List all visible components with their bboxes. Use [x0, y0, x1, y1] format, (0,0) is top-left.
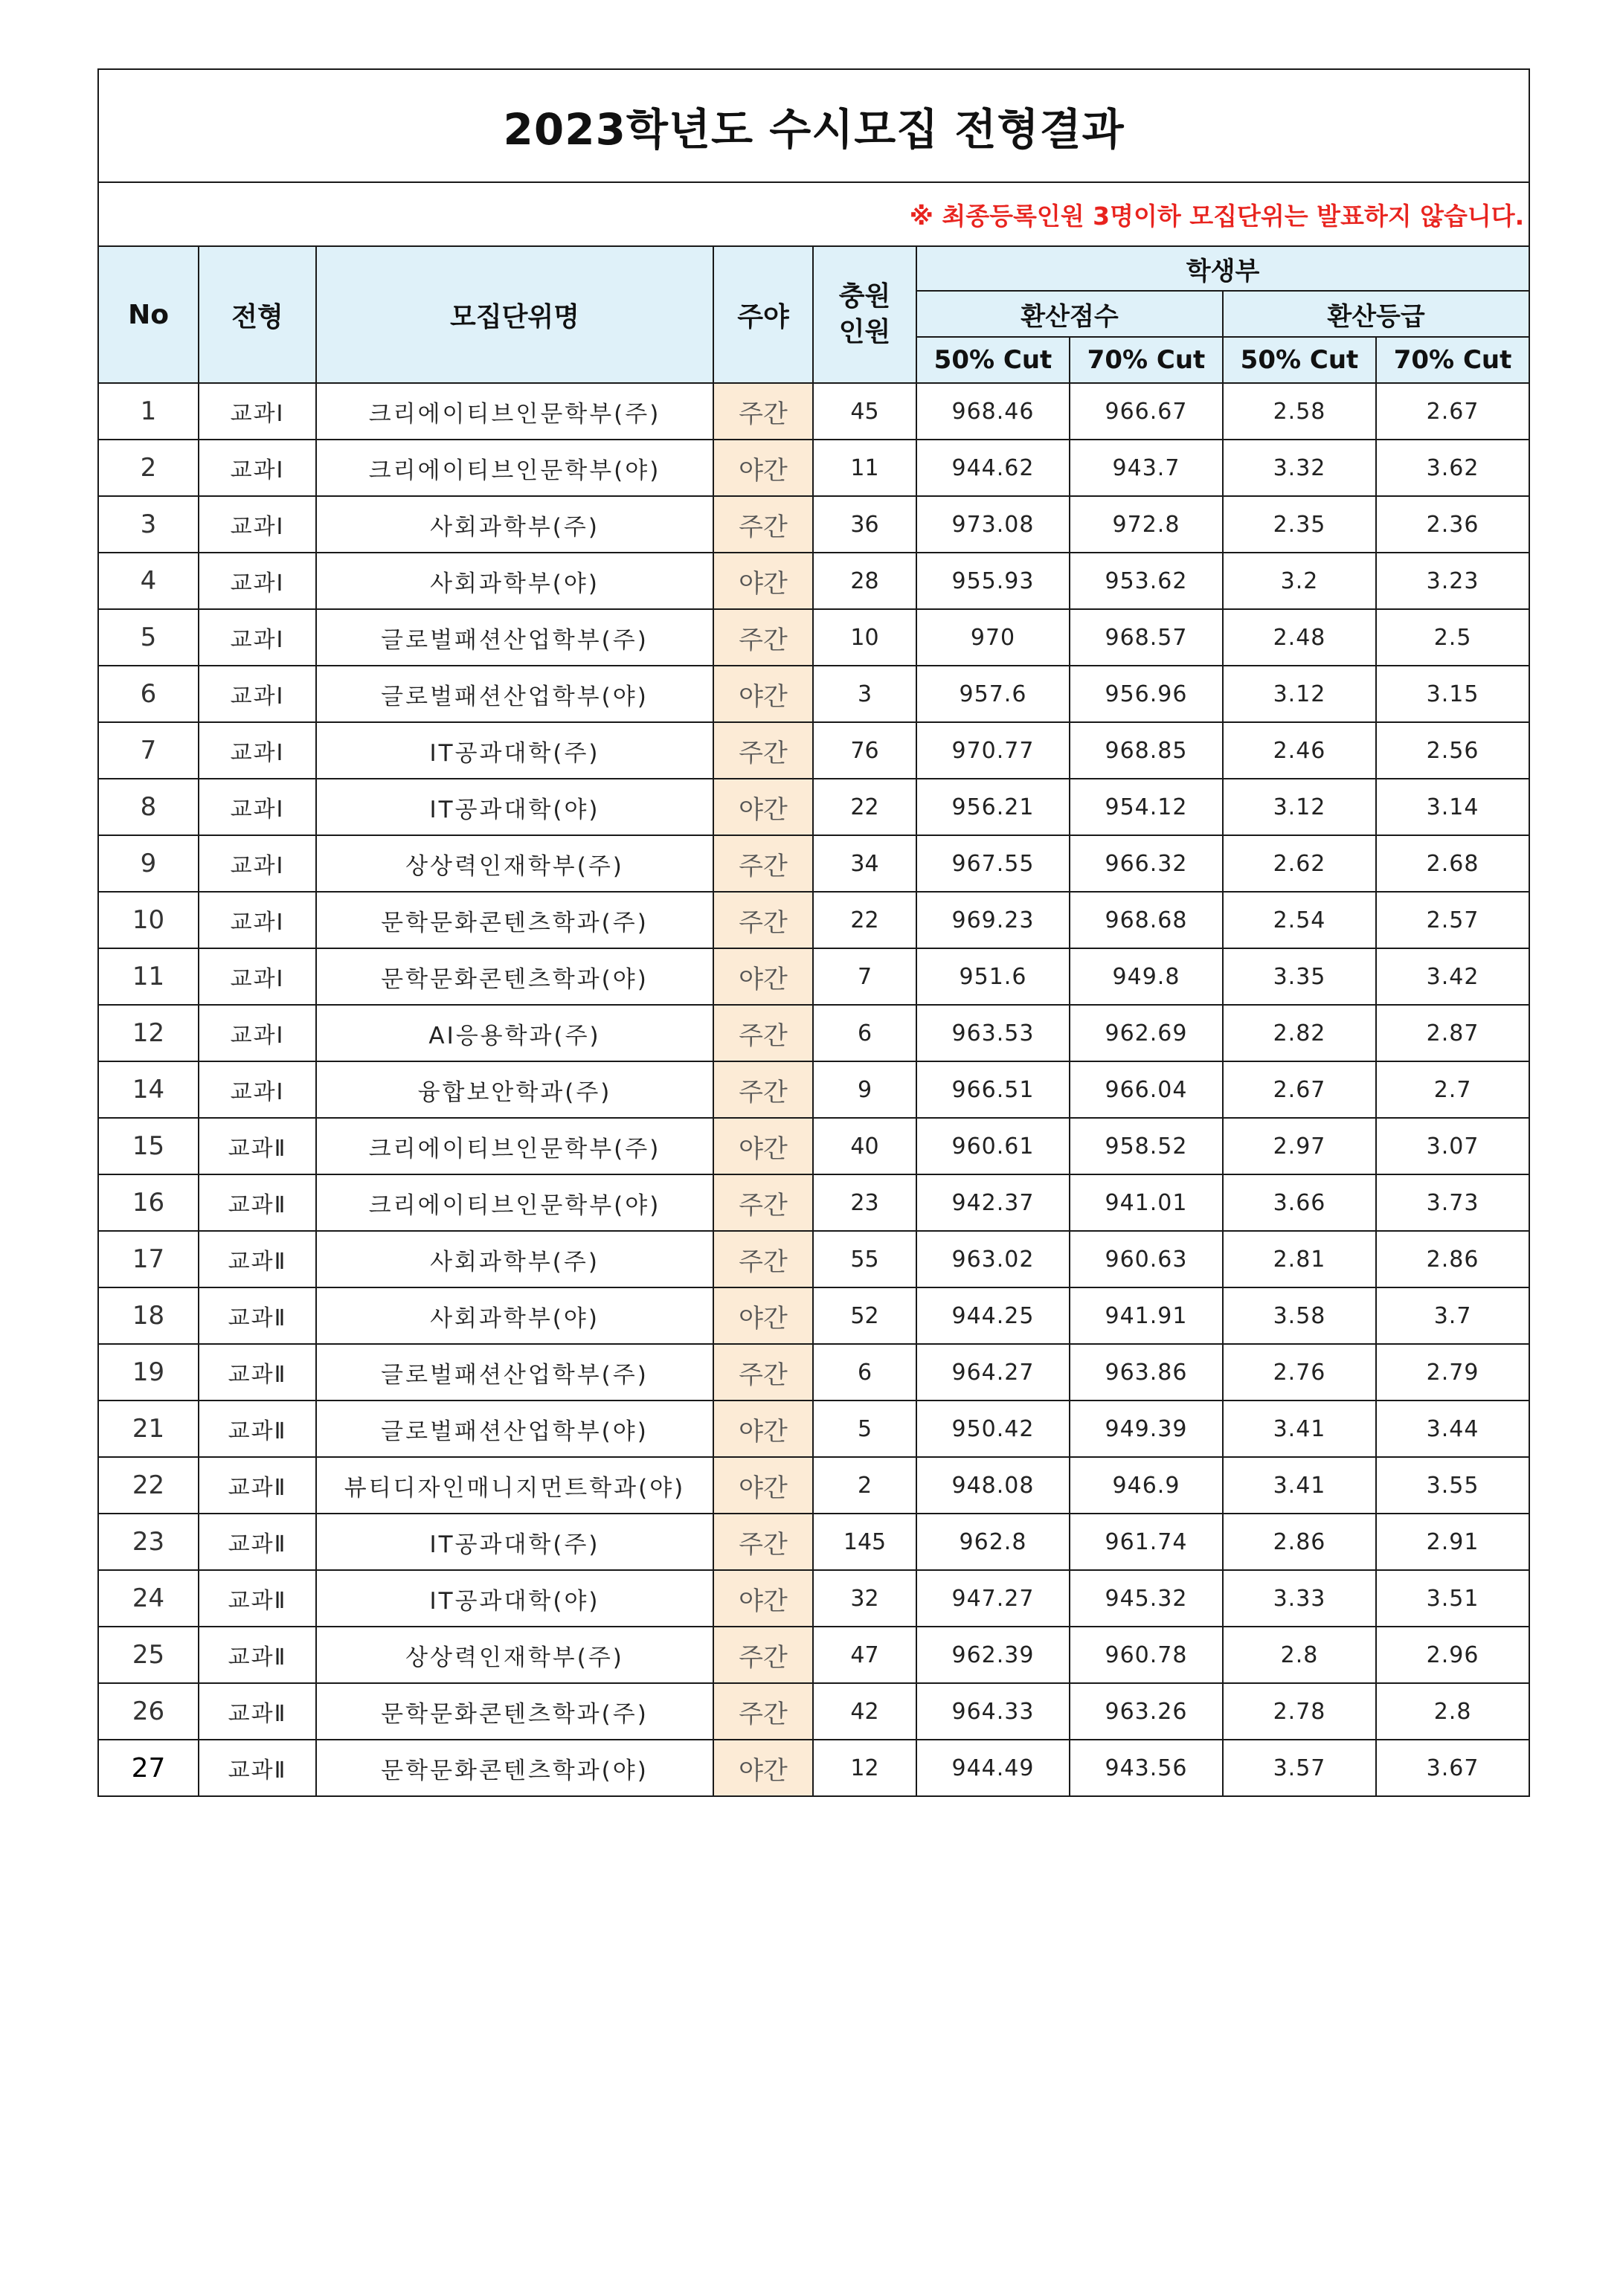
- cell-grade-cut70: 2.8: [1376, 1683, 1529, 1740]
- cell-score-cut70: 941.01: [1070, 1174, 1223, 1231]
- cell-capacity: 9: [813, 1061, 916, 1118]
- cell-type: 교과Ⅰ: [199, 496, 316, 553]
- cell-daynight: 주간: [713, 1514, 813, 1570]
- cell-grade-cut50: 2.35: [1223, 496, 1376, 553]
- cell-grade-cut70: 3.07: [1376, 1118, 1529, 1174]
- table-row: [98, 1344, 1529, 1401]
- cell-score-cut50: 973.08: [916, 496, 1070, 553]
- cell-unit: IT공과대학(야): [316, 1570, 713, 1627]
- cell-daynight: 야간: [713, 1740, 813, 1796]
- cell-no: 2: [98, 440, 199, 496]
- cell-score-cut70: 963.26: [1070, 1683, 1223, 1740]
- cell-daynight: 주간: [713, 1061, 813, 1118]
- cell-type: 교과Ⅰ: [199, 722, 316, 779]
- cell-unit: 사회과학부(주): [316, 496, 713, 553]
- cell-unit: 크리에이티브인문학부(야): [316, 440, 713, 496]
- table-row: [98, 1287, 1529, 1344]
- header-grade-cut70: 70% Cut: [1376, 337, 1529, 383]
- cell-grade-cut70: 3.55: [1376, 1457, 1529, 1514]
- cell-unit: 크리에이티브인문학부(야): [316, 1174, 713, 1231]
- cell-capacity: 36: [813, 496, 916, 553]
- cell-grade-cut50: 2.46: [1223, 722, 1376, 779]
- cell-grade-cut70: 2.57: [1376, 892, 1529, 948]
- cell-daynight: 야간: [713, 1118, 813, 1174]
- cell-type: 교과Ⅱ: [199, 1740, 316, 1796]
- cell-no: 24: [98, 1570, 199, 1627]
- cell-unit: 상상력인재학부(주): [316, 835, 713, 892]
- cell-grade-cut70: 3.73: [1376, 1174, 1529, 1231]
- cell-grade-cut70: 3.44: [1376, 1401, 1529, 1457]
- cell-no: 25: [98, 1627, 199, 1683]
- cell-type: 교과Ⅱ: [199, 1627, 316, 1683]
- table-body: [98, 383, 1529, 1796]
- cell-score-cut70: 968.68: [1070, 892, 1223, 948]
- cell-daynight: 주간: [713, 1344, 813, 1401]
- header-type: 전형: [199, 246, 316, 383]
- cell-capacity: 3: [813, 666, 916, 722]
- cell-grade-cut70: 3.14: [1376, 779, 1529, 835]
- cell-grade-cut70: 2.7: [1376, 1061, 1529, 1118]
- header-group-record: 학생부: [916, 246, 1529, 291]
- cell-no: 7: [98, 722, 199, 779]
- cell-no: 5: [98, 609, 199, 666]
- table-row: [98, 1174, 1529, 1231]
- cell-capacity: 7: [813, 948, 916, 1005]
- cell-score-cut50: 944.62: [916, 440, 1070, 496]
- cell-grade-cut70: 2.96: [1376, 1627, 1529, 1683]
- table-row: [98, 1005, 1529, 1061]
- cell-capacity: 55: [813, 1231, 916, 1287]
- cell-no: 10: [98, 892, 199, 948]
- cell-no: 23: [98, 1514, 199, 1570]
- cell-type: 교과Ⅱ: [199, 1514, 316, 1570]
- cell-unit: 상상력인재학부(주): [316, 1627, 713, 1683]
- header-score: 환산점수: [916, 291, 1223, 337]
- table-row: [98, 1061, 1529, 1118]
- cell-score-cut70: 945.32: [1070, 1570, 1223, 1627]
- cell-score-cut70: 966.32: [1070, 835, 1223, 892]
- cell-daynight: 야간: [713, 1401, 813, 1457]
- cell-type: 교과Ⅰ: [199, 440, 316, 496]
- table-row: [98, 1570, 1529, 1627]
- table-row: [98, 1118, 1529, 1174]
- cell-score-cut70: 960.63: [1070, 1231, 1223, 1287]
- cell-capacity: 6: [813, 1005, 916, 1061]
- cell-daynight: 주간: [713, 496, 813, 553]
- cell-type: 교과Ⅰ: [199, 1061, 316, 1118]
- header-unit: 모집단위명: [316, 246, 713, 383]
- cell-score-cut70: 966.67: [1070, 383, 1223, 440]
- cell-capacity: 22: [813, 779, 916, 835]
- cell-type: 교과Ⅱ: [199, 1231, 316, 1287]
- cell-no: 19: [98, 1344, 199, 1401]
- cell-unit: 글로벌패션산업학부(주): [316, 1344, 713, 1401]
- table-row: [98, 1514, 1529, 1570]
- table-row: [98, 1401, 1529, 1457]
- cell-unit: 글로벌패션산업학부(야): [316, 666, 713, 722]
- cell-capacity: 2: [813, 1457, 916, 1514]
- cell-type: 교과Ⅱ: [199, 1401, 316, 1457]
- cell-score-cut50: 950.42: [916, 1401, 1070, 1457]
- cell-unit: 문학문화콘텐츠학과(야): [316, 1740, 713, 1796]
- cell-score-cut70: 961.74: [1070, 1514, 1223, 1570]
- table-head: [98, 69, 1529, 383]
- cell-grade-cut70: 2.86: [1376, 1231, 1529, 1287]
- cell-score-cut70: 960.78: [1070, 1627, 1223, 1683]
- cell-unit: 문학문화콘텐츠학과(야): [316, 948, 713, 1005]
- cell-score-cut50: 957.6: [916, 666, 1070, 722]
- cell-no: 16: [98, 1174, 199, 1231]
- cell-grade-cut70: 3.42: [1376, 948, 1529, 1005]
- cell-no: 15: [98, 1118, 199, 1174]
- cell-grade-cut50: 2.48: [1223, 609, 1376, 666]
- cell-capacity: 45: [813, 383, 916, 440]
- cell-score-cut50: 963.02: [916, 1231, 1070, 1287]
- cell-type: 교과Ⅱ: [199, 1457, 316, 1514]
- cell-no: 27: [98, 1740, 199, 1796]
- cell-grade-cut50: 3.2: [1223, 553, 1376, 609]
- table-row: [98, 1231, 1529, 1287]
- cell-score-cut50: 944.25: [916, 1287, 1070, 1344]
- cell-daynight: 주간: [713, 1174, 813, 1231]
- cell-capacity: 23: [813, 1174, 916, 1231]
- cell-capacity: 34: [813, 835, 916, 892]
- cell-score-cut50: 962.39: [916, 1627, 1070, 1683]
- cell-score-cut70: 946.9: [1070, 1457, 1223, 1514]
- cell-grade-cut70: 2.67: [1376, 383, 1529, 440]
- cell-daynight: 야간: [713, 1570, 813, 1627]
- table-row: [98, 553, 1529, 609]
- table-row: [98, 496, 1529, 553]
- cell-type: 교과Ⅰ: [199, 1005, 316, 1061]
- cell-type: 교과Ⅱ: [199, 1570, 316, 1627]
- header-score-cut70: 70% Cut: [1070, 337, 1223, 383]
- cell-grade-cut50: 2.86: [1223, 1514, 1376, 1570]
- cell-unit: AI응용학과(주): [316, 1005, 713, 1061]
- cell-unit: 사회과학부(야): [316, 553, 713, 609]
- cell-grade-cut50: 2.82: [1223, 1005, 1376, 1061]
- table-row: [98, 948, 1529, 1005]
- cell-no: 9: [98, 835, 199, 892]
- cell-grade-cut70: 3.23: [1376, 553, 1529, 609]
- cell-score-cut50: 944.49: [916, 1740, 1070, 1796]
- cell-capacity: 145: [813, 1514, 916, 1570]
- cell-grade-cut70: 2.5: [1376, 609, 1529, 666]
- cell-unit: 사회과학부(주): [316, 1231, 713, 1287]
- table-row: [98, 892, 1529, 948]
- cell-daynight: 주간: [713, 892, 813, 948]
- cell-score-cut70: 949.8: [1070, 948, 1223, 1005]
- cell-type: 교과Ⅰ: [199, 835, 316, 892]
- notice-text: ※ 최종등록인원 3명이하 모집단위는 발표하지 않습니다.: [98, 182, 1529, 246]
- table-row: [98, 666, 1529, 722]
- cell-score-cut70: 972.8: [1070, 496, 1223, 553]
- cell-capacity: 11: [813, 440, 916, 496]
- cell-no: 1: [98, 383, 199, 440]
- cell-grade-cut50: 3.41: [1223, 1401, 1376, 1457]
- cell-unit: 융합보안학과(주): [316, 1061, 713, 1118]
- cell-score-cut50: 964.27: [916, 1344, 1070, 1401]
- header-daynight: 주야: [713, 246, 813, 383]
- cell-unit: IT공과대학(주): [316, 722, 713, 779]
- cell-grade-cut70: 2.68: [1376, 835, 1529, 892]
- cell-type: 교과Ⅰ: [199, 948, 316, 1005]
- cell-score-cut70: 956.96: [1070, 666, 1223, 722]
- cell-daynight: 주간: [713, 1231, 813, 1287]
- cell-grade-cut70: 3.7: [1376, 1287, 1529, 1344]
- cell-capacity: 32: [813, 1570, 916, 1627]
- cell-grade-cut70: 2.56: [1376, 722, 1529, 779]
- cell-daynight: 주간: [713, 609, 813, 666]
- cell-no: 18: [98, 1287, 199, 1344]
- cell-grade-cut50: 3.12: [1223, 666, 1376, 722]
- cell-grade-cut50: 3.57: [1223, 1740, 1376, 1796]
- cell-daynight: 주간: [713, 1005, 813, 1061]
- cell-capacity: 42: [813, 1683, 916, 1740]
- table-row: [98, 779, 1529, 835]
- cell-score-cut70: 943.7: [1070, 440, 1223, 496]
- cell-score-cut70: 963.86: [1070, 1344, 1223, 1401]
- cell-score-cut70: 968.85: [1070, 722, 1223, 779]
- cell-unit: 글로벌패션산업학부(주): [316, 609, 713, 666]
- cell-grade-cut50: 2.81: [1223, 1231, 1376, 1287]
- cell-grade-cut50: 2.8: [1223, 1627, 1376, 1683]
- cell-type: 교과Ⅰ: [199, 779, 316, 835]
- cell-daynight: 야간: [713, 553, 813, 609]
- cell-unit: 문학문화콘텐츠학과(주): [316, 1683, 713, 1740]
- table-row: [98, 440, 1529, 496]
- cell-type: 교과Ⅱ: [199, 1683, 316, 1740]
- header-capacity-line2: 인원: [838, 317, 891, 347]
- cell-grade-cut50: 2.58: [1223, 383, 1376, 440]
- cell-type: 교과Ⅱ: [199, 1287, 316, 1344]
- cell-score-cut70: 966.04: [1070, 1061, 1223, 1118]
- cell-type: 교과Ⅱ: [199, 1174, 316, 1231]
- cell-daynight: 야간: [713, 1457, 813, 1514]
- cell-score-cut50: 969.23: [916, 892, 1070, 948]
- cell-score-cut50: 942.37: [916, 1174, 1070, 1231]
- cell-score-cut70: 941.91: [1070, 1287, 1223, 1344]
- cell-grade-cut70: 3.62: [1376, 440, 1529, 496]
- cell-daynight: 야간: [713, 1287, 813, 1344]
- cell-grade-cut70: 3.15: [1376, 666, 1529, 722]
- header-capacity: [813, 246, 916, 383]
- header-grade: 환산등급: [1223, 291, 1529, 337]
- cell-score-cut50: 948.08: [916, 1457, 1070, 1514]
- cell-grade-cut50: 3.35: [1223, 948, 1376, 1005]
- table-row: [98, 835, 1529, 892]
- cell-capacity: 47: [813, 1627, 916, 1683]
- cell-unit: 크리에이티브인문학부(주): [316, 383, 713, 440]
- page-title: 2023학년도 수시모집 전형결과: [98, 69, 1529, 182]
- cell-score-cut50: 963.53: [916, 1005, 1070, 1061]
- table-row: [98, 1457, 1529, 1514]
- cell-grade-cut70: 2.91: [1376, 1514, 1529, 1570]
- cell-grade-cut70: 3.67: [1376, 1740, 1529, 1796]
- table-row: [98, 1627, 1529, 1683]
- cell-grade-cut70: 2.87: [1376, 1005, 1529, 1061]
- cell-grade-cut50: 2.54: [1223, 892, 1376, 948]
- cell-daynight: 주간: [713, 1627, 813, 1683]
- header-no: No: [98, 246, 199, 383]
- cell-grade-cut50: 2.62: [1223, 835, 1376, 892]
- cell-grade-cut50: 3.32: [1223, 440, 1376, 496]
- cell-grade-cut50: 3.12: [1223, 779, 1376, 835]
- header-score-cut50: 50% Cut: [916, 337, 1070, 383]
- cell-score-cut70: 958.52: [1070, 1118, 1223, 1174]
- cell-type: 교과Ⅱ: [199, 1344, 316, 1401]
- cell-unit: 글로벌패션산업학부(야): [316, 1401, 713, 1457]
- cell-capacity: 22: [813, 892, 916, 948]
- cell-grade-cut70: 2.36: [1376, 496, 1529, 553]
- cell-score-cut70: 953.62: [1070, 553, 1223, 609]
- cell-unit: 뷰티디자인매니지먼트학과(야): [316, 1457, 713, 1514]
- cell-capacity: 10: [813, 609, 916, 666]
- cell-daynight: 야간: [713, 779, 813, 835]
- cell-no: 8: [98, 779, 199, 835]
- table-row: [98, 1740, 1529, 1796]
- cell-score-cut50: 970: [916, 609, 1070, 666]
- cell-grade-cut70: 2.79: [1376, 1344, 1529, 1401]
- cell-grade-cut50: 2.78: [1223, 1683, 1376, 1740]
- cell-unit: 사회과학부(야): [316, 1287, 713, 1344]
- cell-score-cut50: 947.27: [916, 1570, 1070, 1627]
- cell-score-cut70: 949.39: [1070, 1401, 1223, 1457]
- cell-no: 11: [98, 948, 199, 1005]
- cell-score-cut70: 943.56: [1070, 1740, 1223, 1796]
- cell-no: 21: [98, 1401, 199, 1457]
- cell-score-cut50: 956.21: [916, 779, 1070, 835]
- cell-grade-cut50: 3.66: [1223, 1174, 1376, 1231]
- cell-score-cut50: 968.46: [916, 383, 1070, 440]
- cell-no: 6: [98, 666, 199, 722]
- cell-type: 교과Ⅰ: [199, 553, 316, 609]
- table-row: [98, 722, 1529, 779]
- header-grade-cut50: 50% Cut: [1223, 337, 1376, 383]
- cell-grade-cut50: 3.33: [1223, 1570, 1376, 1627]
- cell-capacity: 6: [813, 1344, 916, 1401]
- cell-type: 교과Ⅰ: [199, 892, 316, 948]
- table-row: [98, 609, 1529, 666]
- cell-score-cut50: 964.33: [916, 1683, 1070, 1740]
- results-table: [97, 68, 1530, 1797]
- cell-score-cut50: 960.61: [916, 1118, 1070, 1174]
- cell-unit: IT공과대학(야): [316, 779, 713, 835]
- cell-unit: 문학문화콘텐츠학과(주): [316, 892, 713, 948]
- cell-capacity: 28: [813, 553, 916, 609]
- cell-capacity: 5: [813, 1401, 916, 1457]
- cell-unit: IT공과대학(주): [316, 1514, 713, 1570]
- cell-daynight: 야간: [713, 948, 813, 1005]
- table-row: [98, 1683, 1529, 1740]
- cell-daynight: 주간: [713, 383, 813, 440]
- cell-unit: 크리에이티브인문학부(주): [316, 1118, 713, 1174]
- cell-grade-cut50: 3.41: [1223, 1457, 1376, 1514]
- cell-no: 4: [98, 553, 199, 609]
- cell-capacity: 40: [813, 1118, 916, 1174]
- cell-no: 26: [98, 1683, 199, 1740]
- cell-capacity: 12: [813, 1740, 916, 1796]
- cell-score-cut70: 954.12: [1070, 779, 1223, 835]
- cell-score-cut50: 966.51: [916, 1061, 1070, 1118]
- cell-no: 14: [98, 1061, 199, 1118]
- cell-score-cut70: 962.69: [1070, 1005, 1223, 1061]
- cell-grade-cut50: 2.76: [1223, 1344, 1376, 1401]
- cell-score-cut50: 955.93: [916, 553, 1070, 609]
- cell-type: 교과Ⅱ: [199, 1118, 316, 1174]
- cell-grade-cut50: 2.97: [1223, 1118, 1376, 1174]
- cell-type: 교과Ⅰ: [199, 383, 316, 440]
- cell-capacity: 52: [813, 1287, 916, 1344]
- header-capacity-line1: 충원: [838, 281, 891, 312]
- cell-type: 교과Ⅰ: [199, 609, 316, 666]
- cell-score-cut50: 951.6: [916, 948, 1070, 1005]
- cell-score-cut70: 968.57: [1070, 609, 1223, 666]
- cell-score-cut50: 962.8: [916, 1514, 1070, 1570]
- cell-daynight: 주간: [713, 722, 813, 779]
- cell-daynight: 야간: [713, 440, 813, 496]
- cell-score-cut50: 967.55: [916, 835, 1070, 892]
- cell-type: 교과Ⅰ: [199, 666, 316, 722]
- cell-grade-cut50: 3.58: [1223, 1287, 1376, 1344]
- cell-grade-cut70: 3.51: [1376, 1570, 1529, 1627]
- cell-grade-cut50: 2.67: [1223, 1061, 1376, 1118]
- cell-score-cut50: 970.77: [916, 722, 1070, 779]
- cell-no: 3: [98, 496, 199, 553]
- cell-capacity: 76: [813, 722, 916, 779]
- cell-daynight: 주간: [713, 1683, 813, 1740]
- table-row: [98, 383, 1529, 440]
- cell-no: 17: [98, 1231, 199, 1287]
- cell-daynight: 주간: [713, 835, 813, 892]
- cell-daynight: 야간: [713, 666, 813, 722]
- cell-no: 12: [98, 1005, 199, 1061]
- cell-no: 22: [98, 1457, 199, 1514]
